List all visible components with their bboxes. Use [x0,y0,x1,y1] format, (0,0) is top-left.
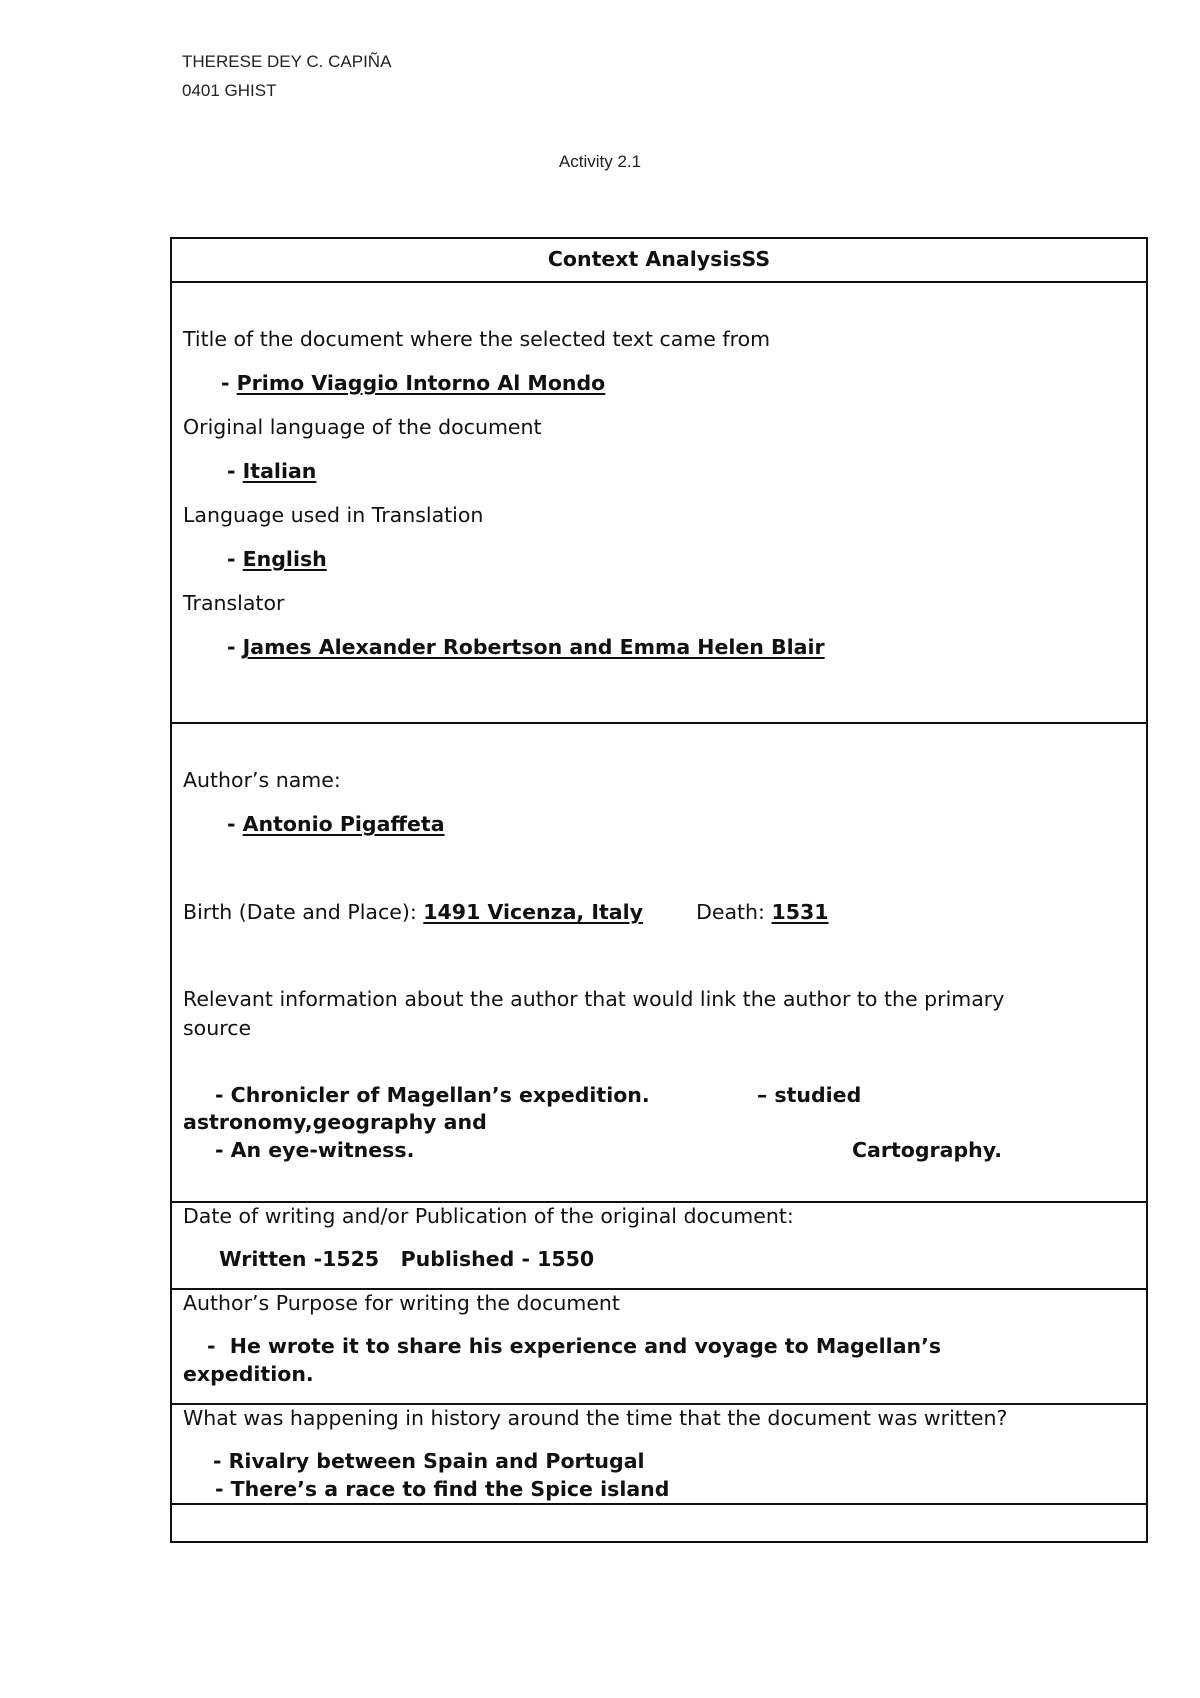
purpose-line2: expedition. [183,1362,314,1386]
purpose-label: Author’s Purpose for writing the document [183,1291,620,1315]
relevant-item-eyewitness: - An eye-witness. [215,1138,415,1162]
translator-label: Translator [183,591,285,615]
author-answer [227,812,445,838]
relevant-item-studied: – studied [757,1083,862,1107]
course-code: 0401 GHIST [182,81,277,100]
orig-lang-answer [227,459,316,485]
dash: - [227,547,236,571]
dash: - [227,635,236,659]
orig-lang-value: Italian [242,459,317,483]
date-section [172,1203,1146,1290]
history-item-rivalry: - Rivalry between Spain and Portugal [213,1449,645,1473]
doc-title-answer [221,371,605,397]
author-section [172,724,1146,1203]
purpose-section [172,1290,1146,1405]
history-item-spice: - There’s a race to find the Spice island [215,1477,670,1501]
dash: - [227,459,236,483]
orig-lang-label: Original language of the document [183,415,542,439]
trans-lang-answer [227,547,327,573]
translator-answer [227,635,825,661]
doc-title-value: Primo Viaggio Intorno Al Mondo [236,371,606,395]
relevant-item-studied-end: Cartography. [852,1138,1003,1162]
death-label: Death: [696,900,765,924]
author-label: Author’s name: [183,768,341,792]
birth-label: Birth (Date and Place): [183,900,417,924]
activity-title: Activity 2.1 [558,152,642,171]
death-value: 1531 [771,900,829,924]
table-heading: Context AnalysisSS [547,247,771,271]
doc-title-label: Title of the document where the selected text came from [183,327,771,351]
trans-lang-value: English [242,547,327,571]
relevant-item-chronicler: - Chronicler of Magellan’s expedition. [215,1083,650,1107]
date-label: Date of writing and/or Publication of the original document: [183,1204,794,1228]
relevant-label-line1: Relevant information about the author that would link the author to the primary [183,987,1005,1011]
birth-value: 1491 Vicenza, Italy [423,900,643,924]
empty-row [172,1505,1146,1541]
relevant-label-line2: source [183,1016,252,1040]
date-value: Written -1525 Published - 1550 [219,1247,595,1271]
context-analysis-table [170,237,1148,1543]
dash: - [227,812,236,836]
dash: - [221,371,230,395]
student-name: THERESE DEY C. CAPIÑA [182,52,392,71]
birth-death-line [183,900,829,926]
author-value: Antonio Pigaffeta [242,812,445,836]
purpose-line1: - He wrote it to share his experience and voyage to Magellan’s [207,1334,942,1358]
translator-value: James Alexander Robertson and Emma Helen Blair [242,635,825,659]
history-label: What was happening in history around the time that the document was written? [183,1406,1008,1430]
trans-lang-label: Language used in Translation [183,503,484,527]
relevant-item-studied-cont: astronomy,geography and [183,1110,487,1134]
history-section [172,1405,1146,1505]
document-info-section [172,283,1146,724]
table-heading-row [172,239,1146,283]
